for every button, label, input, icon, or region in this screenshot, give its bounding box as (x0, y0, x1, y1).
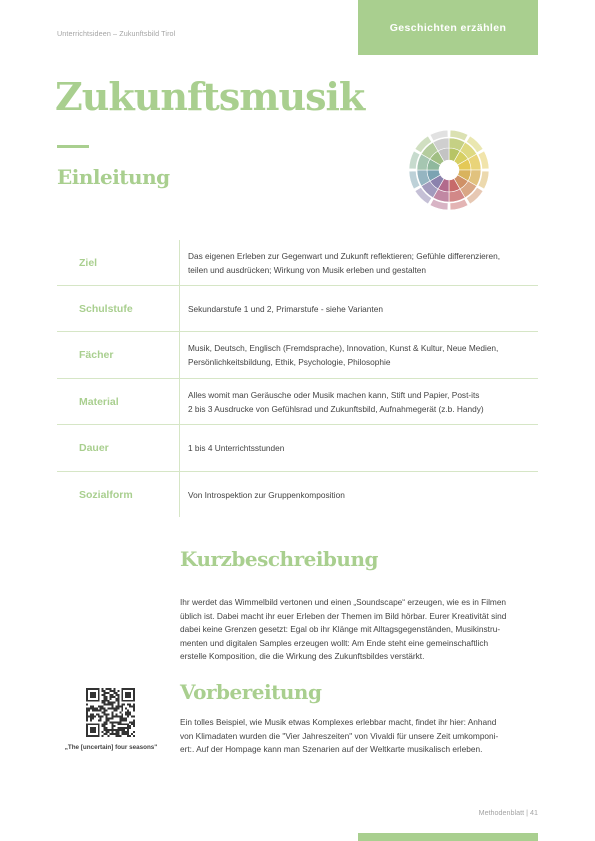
info-label: Sozialform (79, 488, 133, 501)
section-title-summary: Kurzbeschreibung (180, 547, 378, 571)
info-label: Material (79, 395, 119, 408)
info-label: Dauer (79, 442, 109, 454)
summary-text: Ihr werdet das Wimmelbild vertonen und einen „Soundscape“ erzeugen, wie es in Filmen üblich ist. Dabei macht ihr euer Erleben der Themen im Bild hörbar. Eurer Kreativität sind dabei keine Grenzen gesetzt: Egal ob ihr Klänge mit Alltagsgegenständen, Musikinstru- menten und digitalen Samples erzeugen wollt: Am Ende steht eine gemeinschaftlich erstelle Komposition, die die Wirkung des Zukunftsbildes verstärkt. (180, 597, 507, 662)
wheel-center (440, 161, 458, 179)
info-label: Schulstufe (79, 302, 133, 315)
info-value: Von Introspektion zur Gruppenkomposition (188, 489, 345, 500)
info-row (57, 331, 538, 378)
section-title-intro: Einleitung (57, 165, 170, 189)
info-value: Musik, Deutsch, Englisch (Fremdsprache), Innovation, Kunst & Kultur, Neue Medien, Persönlichkeitsbildung, Ethik, Psychologie, Philosophie (188, 343, 499, 367)
page-number: Methodenblatt | 41 (478, 808, 538, 817)
preparation-text: Ein tolles Beispiel, wie Musik etwas Komplexes erlebbar macht, findet ihr hier: Anhand von Klimadaten wurden die "Vier Jahreszeiten" von Vivaldi für unsere Zeit umkomponi- ert:. Auf der Hompage kann man Szenarien auf der Weltkarte musikalisch erleben. (180, 717, 499, 755)
info-value: Alles womit man Geräusche oder Musik machen kann, Stift und Papier, Post-its 2 bis 3 Ausdrucke von Gefühlsrad und Zukunftsbild, Aufnahmegerät (z.b. Handy) (188, 389, 484, 414)
info-row (57, 240, 538, 285)
info-row (57, 285, 538, 331)
page-title: Zukunftsmusik (55, 74, 365, 119)
info-row (57, 471, 538, 517)
info-table (57, 240, 538, 517)
info-value: 1 bis 4 Unterrichtsstunden (188, 443, 285, 453)
info-row (57, 378, 538, 424)
header-category-tab: Geschichten erzählen (358, 0, 538, 55)
breadcrumb: Unterrichtsideen – Zukunftsbild Tirol (57, 29, 176, 38)
info-row (57, 424, 538, 471)
title-divider (57, 145, 89, 148)
info-value: Sekundarstufe 1 und 2, Primarstufe - siehe Varianten (188, 303, 383, 314)
qr-code-icon[interactable] (86, 688, 135, 737)
footer-bar (358, 833, 538, 841)
emotion-wheel-icon (408, 129, 490, 211)
info-label: Ziel (79, 256, 98, 269)
info-label: Fächer (79, 349, 114, 361)
qr-caption: „The [uncertain] four seasons" (64, 744, 158, 751)
section-title-preparation: Vorbereitung (180, 680, 322, 704)
info-value: Das eigenen Erleben zur Gegenwart und Zukunft reflektieren; Gefühle differenzieren, teilen und ausdrücken; Wirkung von Musik erleben und gestalten (188, 250, 501, 275)
